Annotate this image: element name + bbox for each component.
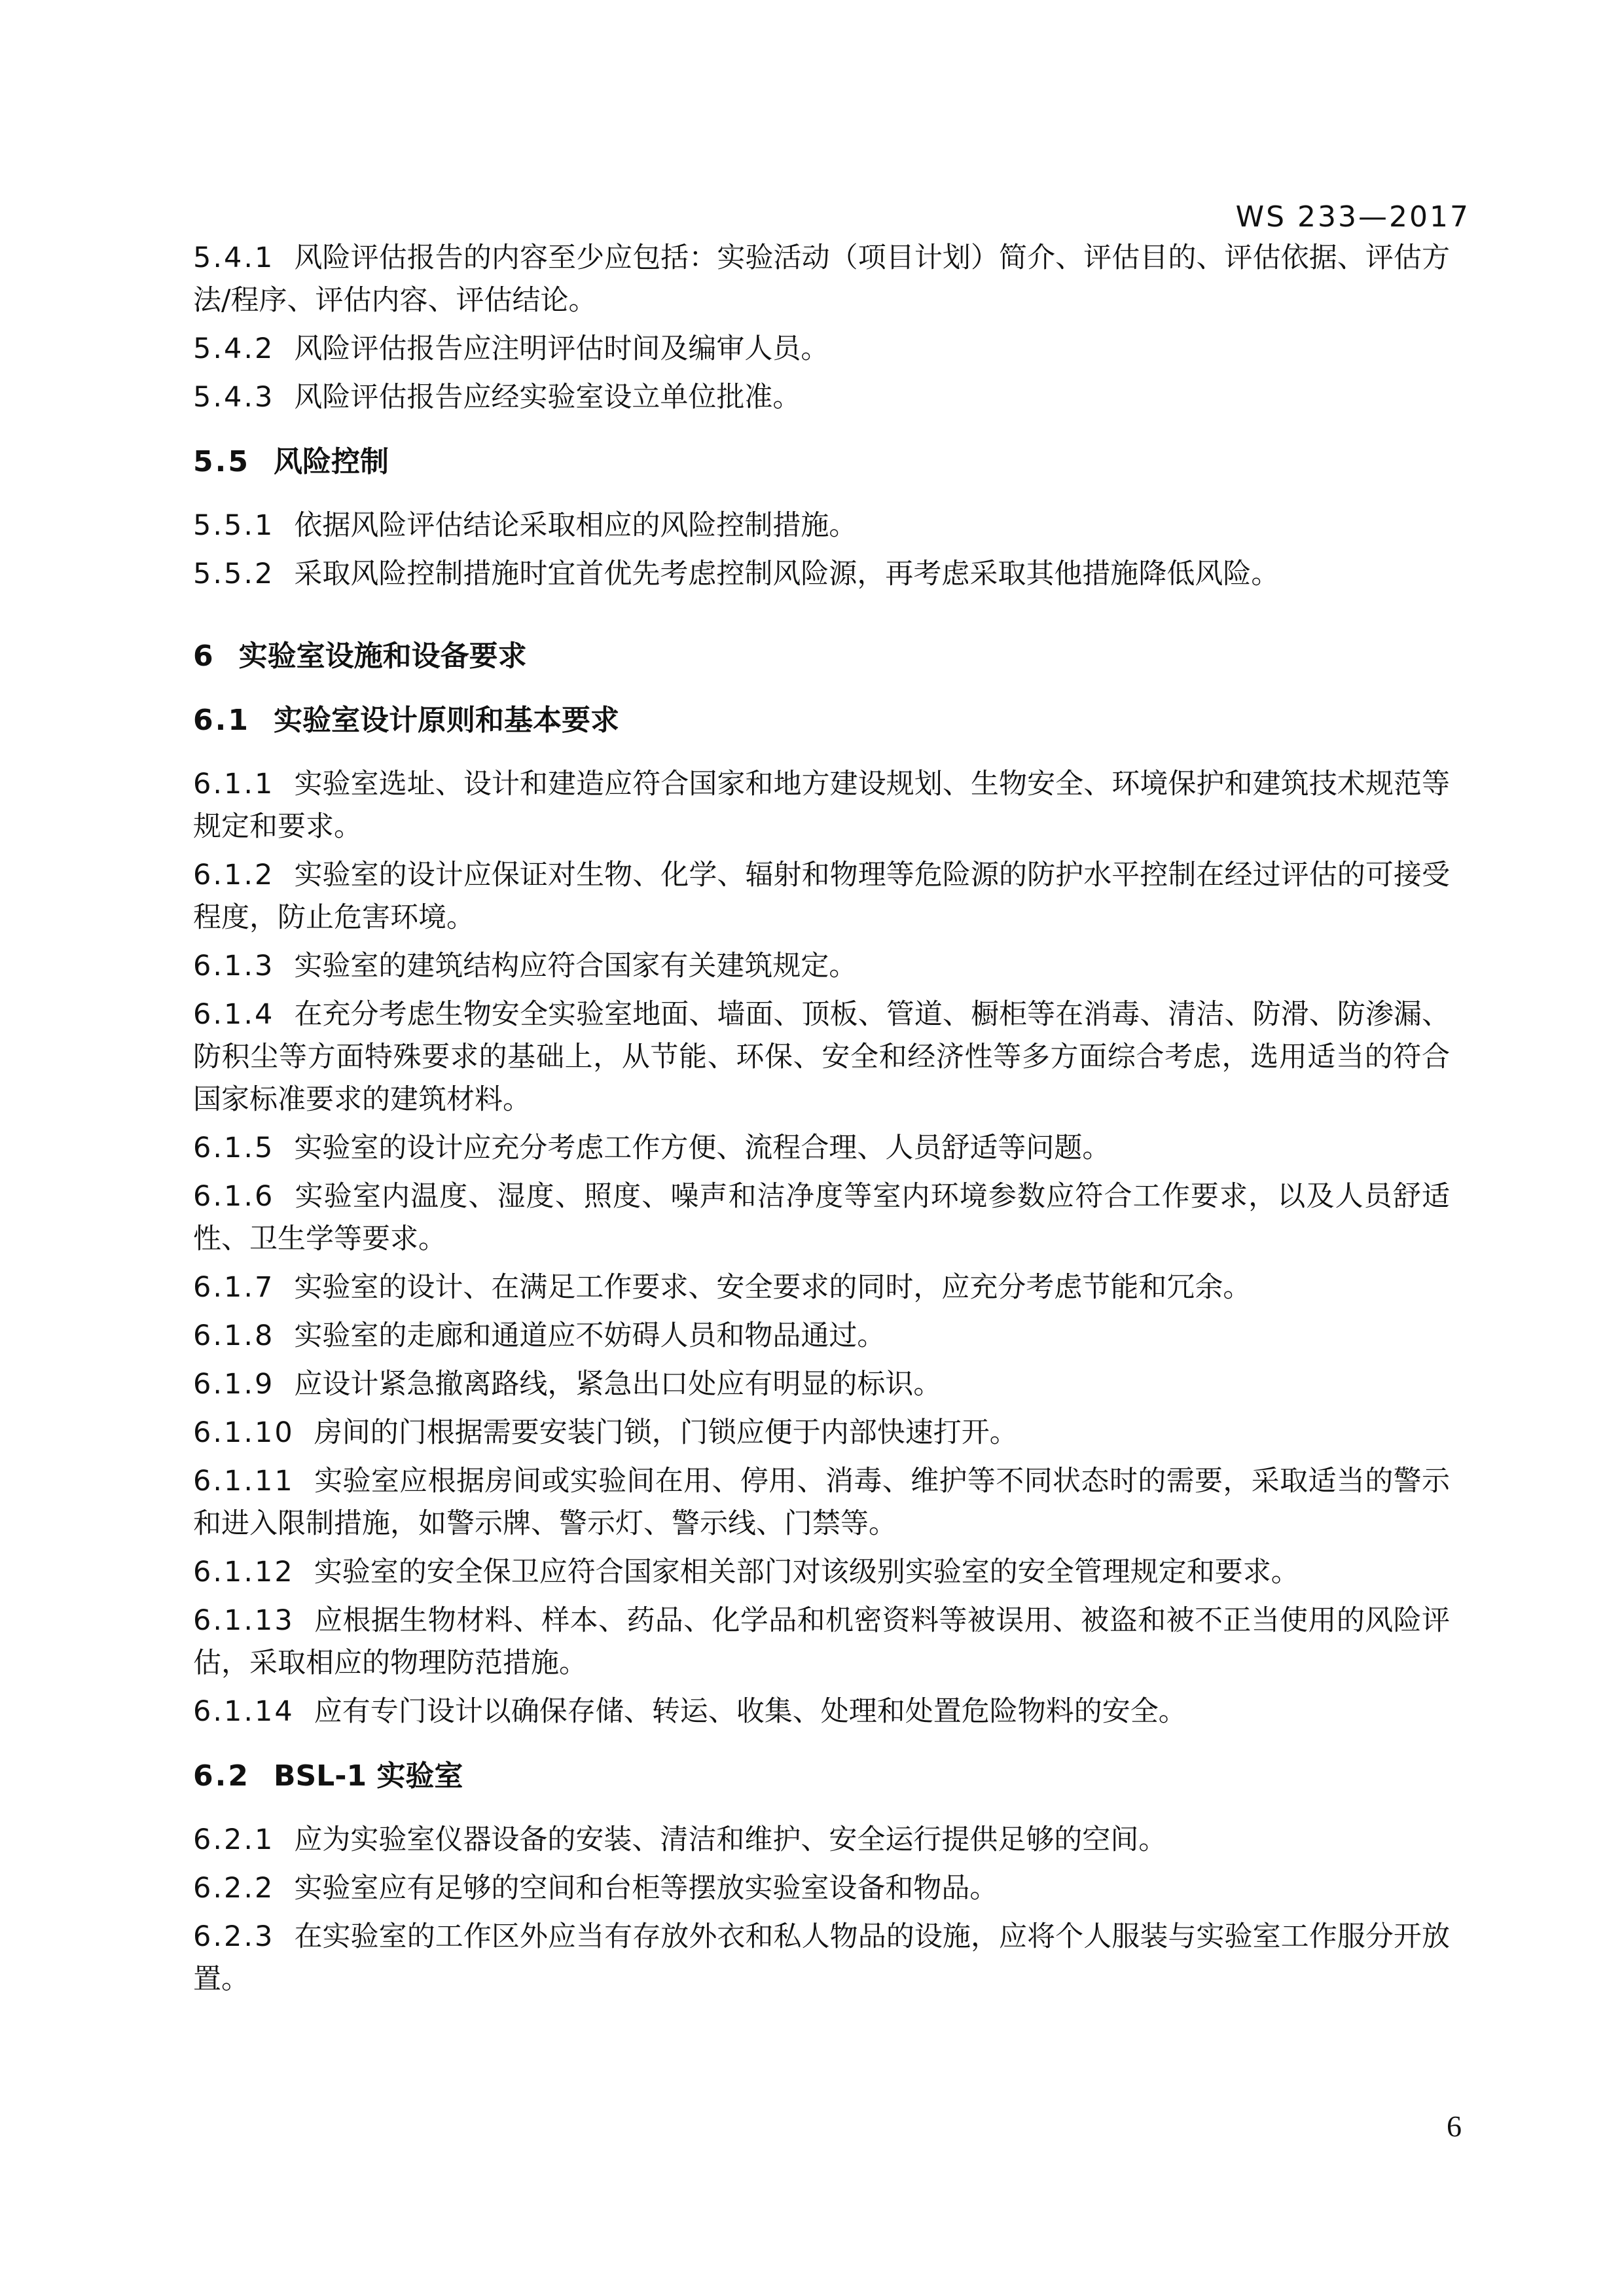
clause-number: 6.1.6 (193, 1180, 275, 1213)
clause-6.1.9 (193, 1363, 1450, 1406)
clause-5.4.1 (193, 237, 1450, 322)
clause-6.2.3 (193, 1916, 1450, 2001)
clause-6.2.1 (193, 1819, 1450, 1861)
clause-number: 6.1.11 (193, 1465, 295, 1498)
clause-number: 6.1.2 (193, 859, 275, 891)
clause-6.1.12 (193, 1551, 1450, 1594)
clause-number: 6.1.4 (193, 998, 275, 1031)
clause-text: 实验室的安全保卫应符合国家相关部门对该级别实验室的安全管理规定和要求。 (314, 1556, 1299, 1588)
clause-6.1.7 (193, 1266, 1450, 1309)
clause-number: 5.5.1 (193, 509, 275, 542)
clause-text: 在充分考虑生物安全实验室地面、墙面、顶板、管道、橱柜等在消毒、清洁、防滑、防渗漏、防积尘等方面特殊要求的基础上，从节能、环保、安全和经济性等多方面综合考虑，选用适当的符合国家标准要求的建筑材料。 (193, 998, 1450, 1116)
clause-number: 6.1.7 (193, 1271, 275, 1304)
clause-6.2.2 (193, 1867, 1450, 1910)
clause-number: 6.2.2 (193, 1872, 275, 1905)
clause-text: 风险控制 (273, 445, 389, 478)
clause-text: 风险评估报告应经实验室设立单位批准。 (294, 381, 801, 414)
clause-text: 应根据生物材料、样本、药品、化学品和机密资料等被误用、被盗和被不正当使用的风险评估，采取相应的物理防范措施。 (193, 1604, 1450, 1679)
clause-6.1.1 (193, 763, 1450, 848)
standard-number: WS 233—2017 (1235, 200, 1470, 234)
chapter-heading-6 (193, 635, 1450, 677)
clause-number: 6.1.9 (193, 1368, 275, 1401)
clause-text: 实验室的设计应充分考虑工作方便、流程合理、人员舒适等问题。 (294, 1132, 1111, 1164)
clause-text: 风险评估报告的内容至少应包括：实验活动（项目计划）简介、评估目的、评估依据、评估方法/程序、评估内容、评估结论。 (193, 242, 1450, 317)
clause-number: 5.4.2 (193, 332, 275, 365)
clause-6.1.2 (193, 854, 1450, 939)
clause-text: BSL-1 实验室 (273, 1759, 463, 1793)
clause-text: 实验室设计原则和基本要求 (273, 704, 619, 737)
clause-number: 6.1.13 (193, 1604, 295, 1637)
clause-6.1.13 (193, 1600, 1450, 1685)
clause-number: 6.1.1 (193, 768, 275, 800)
clause-text: 采取风险控制措施时宜首优先考虑控制风险源，再考虑采取其他措施降低风险。 (294, 558, 1280, 590)
clause-6.1.6 (193, 1175, 1450, 1261)
clause-text: 应设计紧急撤离路线，紧急出口处应有明显的标识。 (294, 1368, 942, 1401)
clause-5.5.2 (193, 553, 1450, 596)
clause-number: 6.2.3 (193, 1920, 275, 1953)
clause-number: 6.1.10 (193, 1416, 295, 1449)
clause-number: 5.5 (193, 445, 250, 478)
clause-text: 实验室的建筑结构应符合国家有关建筑规定。 (294, 950, 857, 982)
clause-text: 应有专门设计以确保存储、转运、收集、处理和处置危险物料的安全。 (314, 1695, 1187, 1728)
clause-6.1.3 (193, 945, 1450, 988)
page-number: 6 (1447, 2109, 1462, 2143)
clause-text: 在实验室的工作区外应当有存放外衣和私人物品的设施，应将个人服装与实验室工作服分开放置。 (193, 1920, 1450, 1996)
clause-text: 实验室的设计应保证对生物、化学、辐射和物理等危险源的防护水平控制在经过评估的可接受程度，防止危害环境。 (193, 859, 1450, 934)
clause-number: 6.1.14 (193, 1695, 295, 1728)
clause-6.1.8 (193, 1315, 1450, 1357)
clause-text: 实验室设施和设备要求 (238, 639, 527, 673)
clause-number: 6.1.12 (193, 1556, 295, 1588)
clause-text: 房间的门根据需要安装门锁，门锁应便于内部快速打开。 (314, 1416, 1018, 1449)
clause-6.1.11 (193, 1460, 1450, 1545)
clause-text: 应为实验室仪器设备的安装、清洁和维护、安全运行提供足够的空间。 (294, 1823, 1167, 1856)
clause-number: 5.4.3 (193, 381, 275, 414)
clause-number: 6.1.8 (193, 1319, 275, 1352)
document-body (193, 237, 1450, 2007)
clause-number: 6.2.1 (193, 1823, 275, 1856)
clause-number: 6.1 (193, 704, 250, 737)
section-heading-6.2 (193, 1755, 1450, 1797)
clause-text: 风险评估报告应注明评估时间及编审人员。 (294, 332, 829, 365)
clause-text: 实验室应根据房间或实验间在用、停用、消毒、维护等不同状态时的需要，采取适当的警示和进入限制措施，如警示牌、警示灯、警示线、门禁等。 (193, 1465, 1450, 1540)
clause-text: 实验室应有足够的空间和台柜等摆放实验室设备和物品。 (294, 1872, 998, 1905)
clause-number: 6.1.3 (193, 950, 275, 982)
section-heading-5.5 (193, 440, 1450, 483)
clause-text: 依据风险评估结论采取相应的风险控制措施。 (294, 509, 857, 542)
section-heading-6.1 (193, 699, 1450, 742)
clause-text: 实验室的设计、在满足工作要求、安全要求的同时，应充分考虑节能和冗余。 (294, 1271, 1252, 1304)
clause-number: 5.5.2 (193, 558, 275, 590)
clause-number: 5.4.1 (193, 242, 275, 274)
clause-6.1.10 (193, 1412, 1450, 1454)
clause-6.1.5 (193, 1127, 1450, 1170)
clause-text: 实验室内温度、湿度、照度、噪声和洁净度等室内环境参数应符合工作要求，以及人员舒适性、卫生学等要求。 (193, 1180, 1450, 1255)
clause-text: 实验室的走廊和通道应不妨碍人员和物品通过。 (294, 1319, 886, 1352)
clause-number: 6.1.5 (193, 1132, 275, 1164)
clause-6.1.4 (193, 994, 1450, 1121)
clause-text: 实验室选址、设计和建造应符合国家和地方建设规划、生物安全、环境保护和建筑技术规范等规定和要求。 (193, 768, 1450, 843)
clause-6.1.14 (193, 1691, 1450, 1733)
clause-5.5.1 (193, 505, 1450, 547)
clause-number: 6.2 (193, 1759, 250, 1793)
clause-5.4.2 (193, 328, 1450, 370)
page-header (1236, 200, 1470, 234)
clause-number: 6 (193, 639, 215, 673)
clause-5.4.3 (193, 376, 1450, 419)
